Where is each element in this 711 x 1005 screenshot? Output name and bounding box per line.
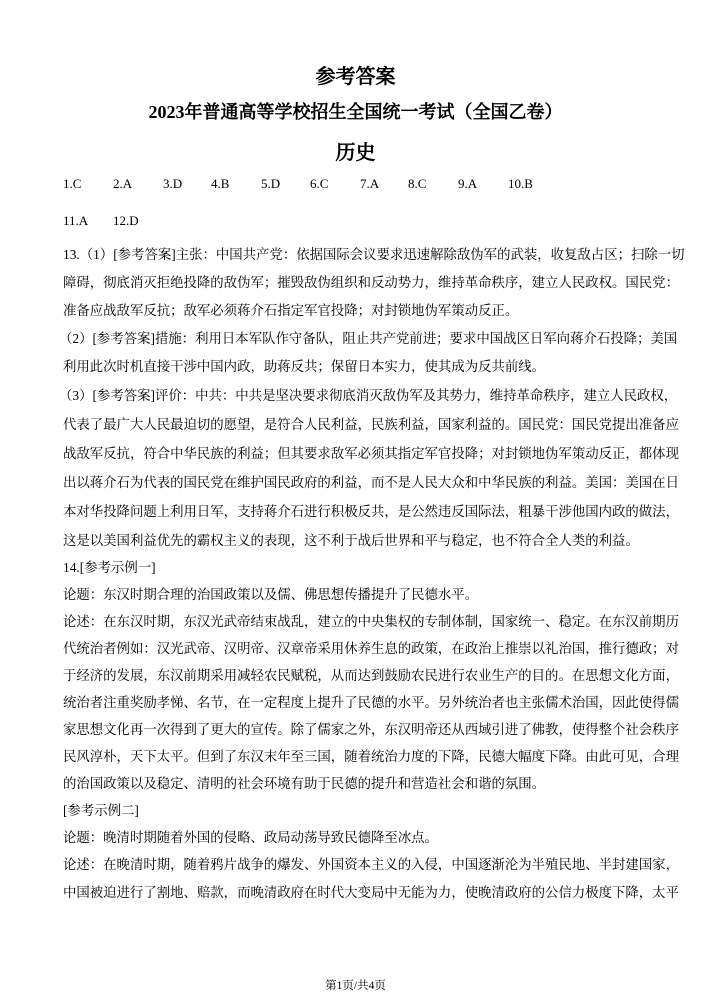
choice-answer: 10.B	[508, 176, 533, 191]
text-line: [参考示例二]	[63, 803, 139, 818]
choice-answer: 7.A	[360, 176, 380, 191]
text-line: 这是以美国利益优先的霸权主义的表现，这不利于战后世界和平与稳定，也不符合全人类的利益。	[63, 533, 639, 548]
doc-title: 参考答案	[315, 66, 396, 88]
text-line: 准备应战敌军反抗；敌军必须蒋介石指定军官投降；对封锁地伪军策动反正。	[63, 303, 519, 318]
text-line: 民风淳朴，天下太平。但到了东汉末年至三国，随着统治力度的下降，民德大幅度下降。由此可见，合理	[63, 749, 679, 764]
choice-answer: 5.D	[261, 176, 281, 191]
choice-answer: 4.B	[211, 176, 230, 191]
choice-answer: 12.D	[113, 213, 139, 228]
text-line: 利用此次时机直接干涉中国内政，助蒋反共；保留日本实力，使其成为反共前线。	[63, 359, 546, 374]
text-line: 论述：在晚清时期，随着鸦片战争的爆发、外国资本主义的入侵，中国逐渐沦为半殖民地、半封建国家，	[63, 857, 679, 872]
text-line: 中国被迫进行了割地、赔款，而晚清政府在时代大变局中无能为力，使晚清政府的公信力极度下降，太平	[63, 885, 679, 900]
choice-answer: 8.C	[408, 176, 427, 191]
text-line: 本对华投降问题上利用日军，支持蒋介石进行积极反共，是公然违反国际法，粗暴干涉他国内政的做法，	[63, 504, 679, 519]
text-line: 统治者注重奖励孝悌、名节，在一定程度上提升了民德的水平。另外统治者也主张儒术治国，因此使得儒	[63, 695, 679, 710]
text-line: 出以蒋介石为代表的国民党在维护国民政府的利益，而不是人民大众和中华民族的利益。美国：美国在日	[63, 475, 679, 490]
text-line: （3）[参考答案]评价：中共：中共是坚决要求彻底消灭敌伪军及其势力，维持革命秩序，建立人民政权，	[59, 388, 678, 403]
text-line: 家思想文化再一次得到了更大的宣传。除了儒家之外，东汉明帝还从西域引进了佛教，使得整个社会秩序	[63, 722, 679, 737]
subject-title: 历史	[335, 142, 376, 164]
choice-answer: 6.C	[310, 176, 329, 191]
text-line: 论述：在东汉时期，东汉光武帝结束战乱，建立的中央集权的专制体制，国家统一、稳定。在东汉前期历	[63, 614, 679, 629]
choice-answer: 11.A	[63, 213, 89, 228]
text-line: 14.[参考示例一]	[63, 560, 156, 575]
text-line: 于经济的发展，东汉前期采用减轻农民赋税，从而达到鼓励农民进行农业生产的目的。在思想文化方面，	[63, 668, 679, 683]
text-line: 战敌军反抗，符合中华民族的利益；但其要求敌军必须其指定军官投降；对封锁地伪军策动反正，都体现	[63, 446, 679, 461]
text-line: 的治国政策以及稳定、清明的社会环境有助于民德的提升和营造社会和谐的氛围。	[63, 776, 546, 791]
choice-answer: 2.A	[113, 176, 133, 191]
choice-answer: 1.C	[63, 176, 82, 191]
text-line: 代表了最广大人民最迫切的愿望，是符合人民利益，民族利益，国家利益的。国民党：国民党提出准备应	[63, 417, 679, 432]
text-line: 障碍，彻底消灭拒绝投降的敌伪军；摧毁敌伪组织和反动势力，维持革命秩序，建立人民政权。国民党：	[63, 275, 679, 290]
text-line: 代统治者例如：汉光武帝、汉明帝、汉章帝采用休养生息的政策，在政治上推崇以礼治国，推行德政；对	[63, 641, 679, 656]
text-line: （2）[参考答案]措施：利用日本军队作守备队，阻止共产党前进；要求中国战区日军向蒋介石投降；美国	[59, 331, 678, 346]
text-line: 13.（1）[参考答案]主张：中国共产党：依据国际会议要求迅速解除敌伪军的武装，收复敌占区；扫除一切	[63, 247, 685, 262]
exam-title: 2023年普通高等学校招生全国统一考试（全国乙卷）	[148, 102, 563, 122]
choice-answer: 3.D	[163, 176, 183, 191]
page-footer: 第1页/共4页	[325, 980, 386, 992]
text-line: 论题：晚清时期随着外国的侵略、政局动荡导致民德降至冰点。	[63, 830, 438, 845]
choice-answer: 9.A	[458, 176, 478, 191]
text-line: 论题：东汉时期合理的治国政策以及儒、佛思想传播提升了民德水平。	[63, 587, 479, 602]
